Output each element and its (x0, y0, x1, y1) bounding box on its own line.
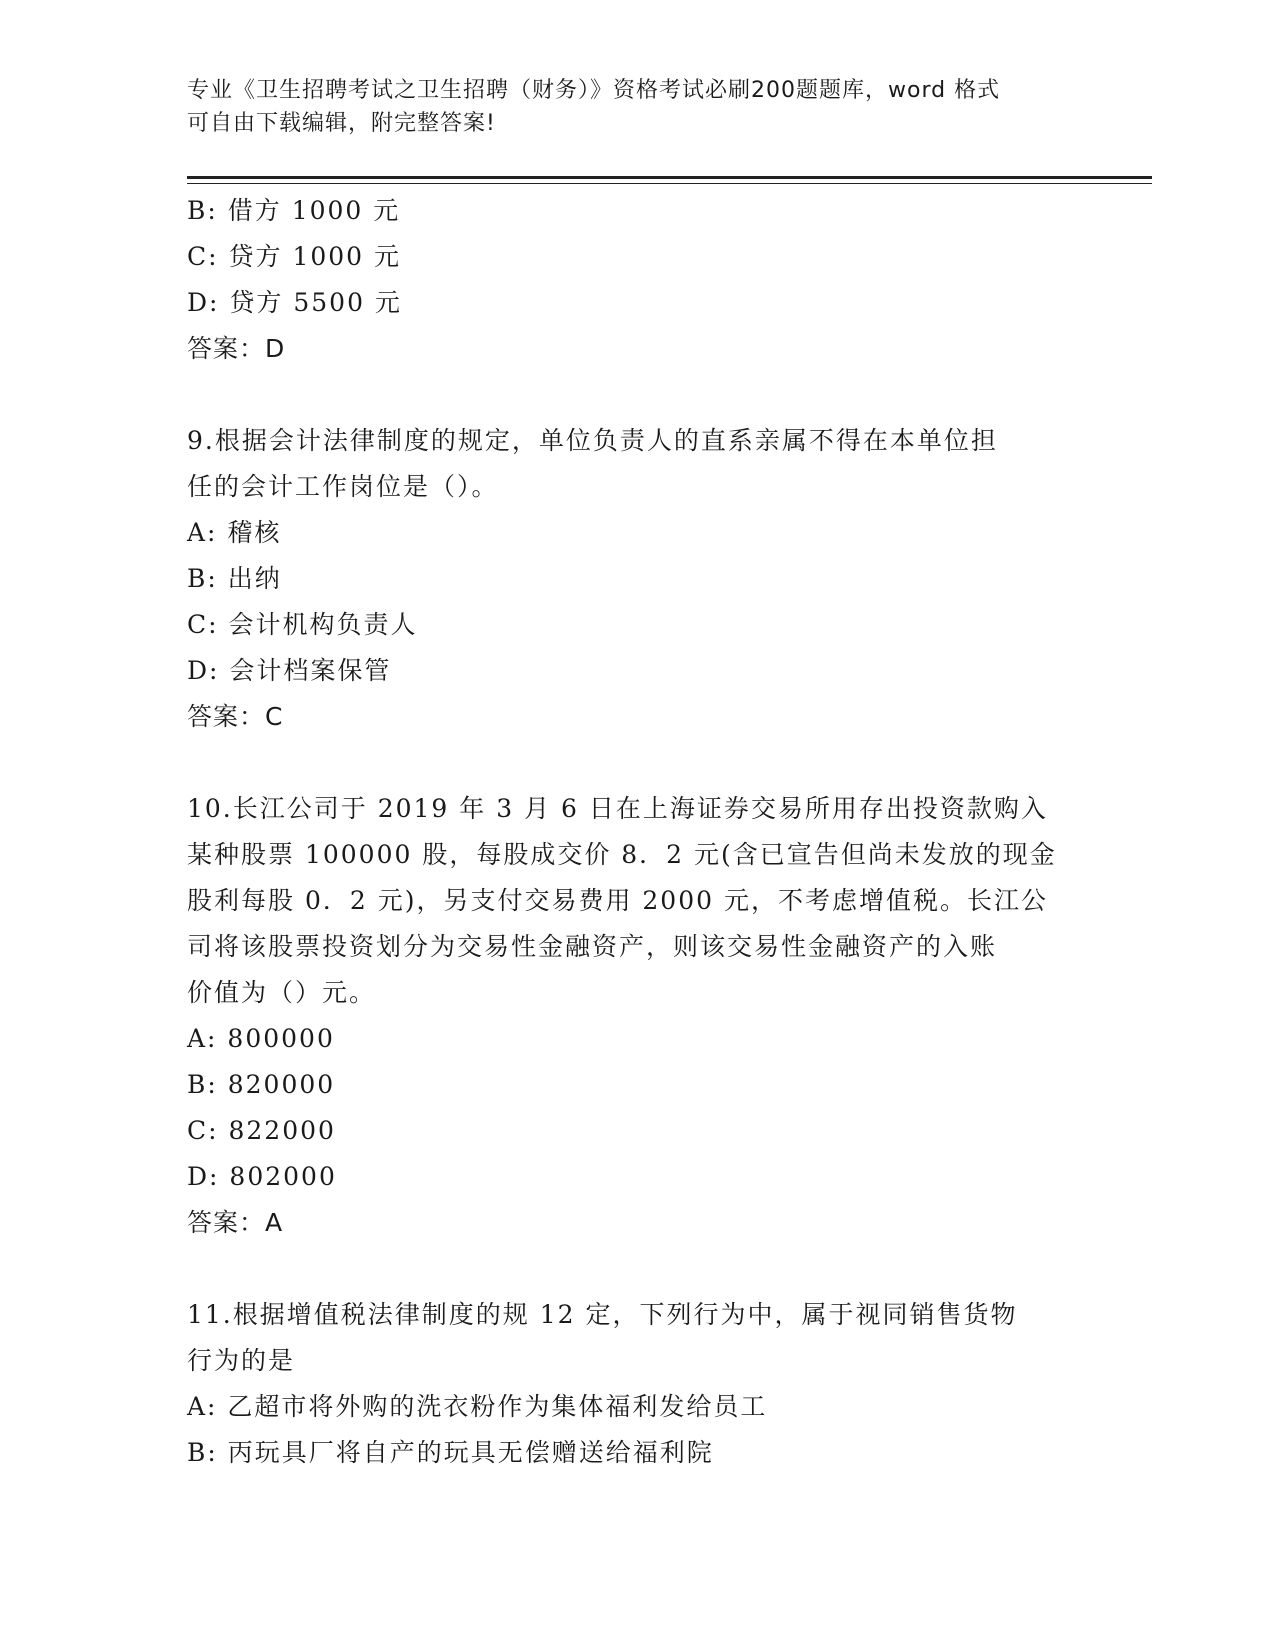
answer: 答案：D (187, 334, 286, 363)
option-a: A: 800000 (187, 1024, 335, 1053)
header-divider-thin (187, 183, 1152, 184)
option-a: A: 稽核 (187, 518, 282, 547)
option-d: D: 会计档案保管 (187, 656, 392, 685)
option-d: D: 贷方 5500 元 (187, 288, 402, 317)
option-c: C: 贷方 1000 元 (187, 242, 402, 271)
option-b: B: 820000 (187, 1070, 336, 1099)
question-content (187, 188, 1077, 1476)
question-text-line: 司将该股票投资划分为交易性金融资产，则该交易性金融资产的入账 (187, 932, 998, 961)
question-text-line: 某种股票 100000 股，每股成交价 8．2 元(含已宣告但尚未发放的现金 (187, 840, 1057, 869)
question-text-line: 9.根据会计法律制度的规定，单位负责人的直系亲属不得在本单位担 (187, 426, 998, 455)
option-d: D: 802000 (187, 1162, 337, 1191)
spacer (187, 740, 1077, 786)
question-10 (187, 786, 1077, 1246)
spacer (187, 372, 1077, 418)
answer: 答案：A (187, 1208, 284, 1237)
question-text-line: 行为的是 (187, 1346, 296, 1375)
spacer (187, 1246, 1077, 1292)
option-b: B: 丙玩具厂将自产的玩具无偿赠送给福利院 (187, 1438, 714, 1467)
header-line-2: 可自由下载编辑，附完整答案! (187, 111, 496, 136)
header-divider-thick (187, 176, 1152, 179)
question-11 (187, 1292, 1077, 1476)
option-a: A: 乙超市将外购的洗衣粉作为集体福利发给员工 (187, 1392, 768, 1421)
answer: 答案：C (187, 702, 284, 731)
question-text-line: 股利每股 0．2 元)，另支付交易费用 2000 元，不考虑增值税。长江公 (187, 886, 1048, 915)
option-c: C: 会计机构负责人 (187, 610, 418, 639)
document-header (187, 74, 1087, 140)
question-text-line: 任的会计工作岗位是（）。 (187, 472, 499, 501)
option-c: C: 822000 (187, 1116, 336, 1145)
option-b: B: 出纳 (187, 564, 282, 593)
question-9 (187, 418, 1077, 740)
header-line-1: 专业《卫生招聘考试之卫生招聘（财务）》资格考试必刷200题题库，word 格式 (187, 78, 1001, 103)
question-text-line: 10.长江公司于 2019 年 3 月 6 日在上海证券交易所用存出投资款购入 (187, 794, 1048, 823)
question-8-tail (187, 188, 1077, 372)
option-b: B: 借方 1000 元 (187, 196, 401, 225)
question-text-line: 价值为（）元。 (187, 978, 377, 1007)
question-text-line: 11.根据增值税法律制度的规 12 定，下列行为中，属于视同销售货物 (187, 1300, 1018, 1329)
